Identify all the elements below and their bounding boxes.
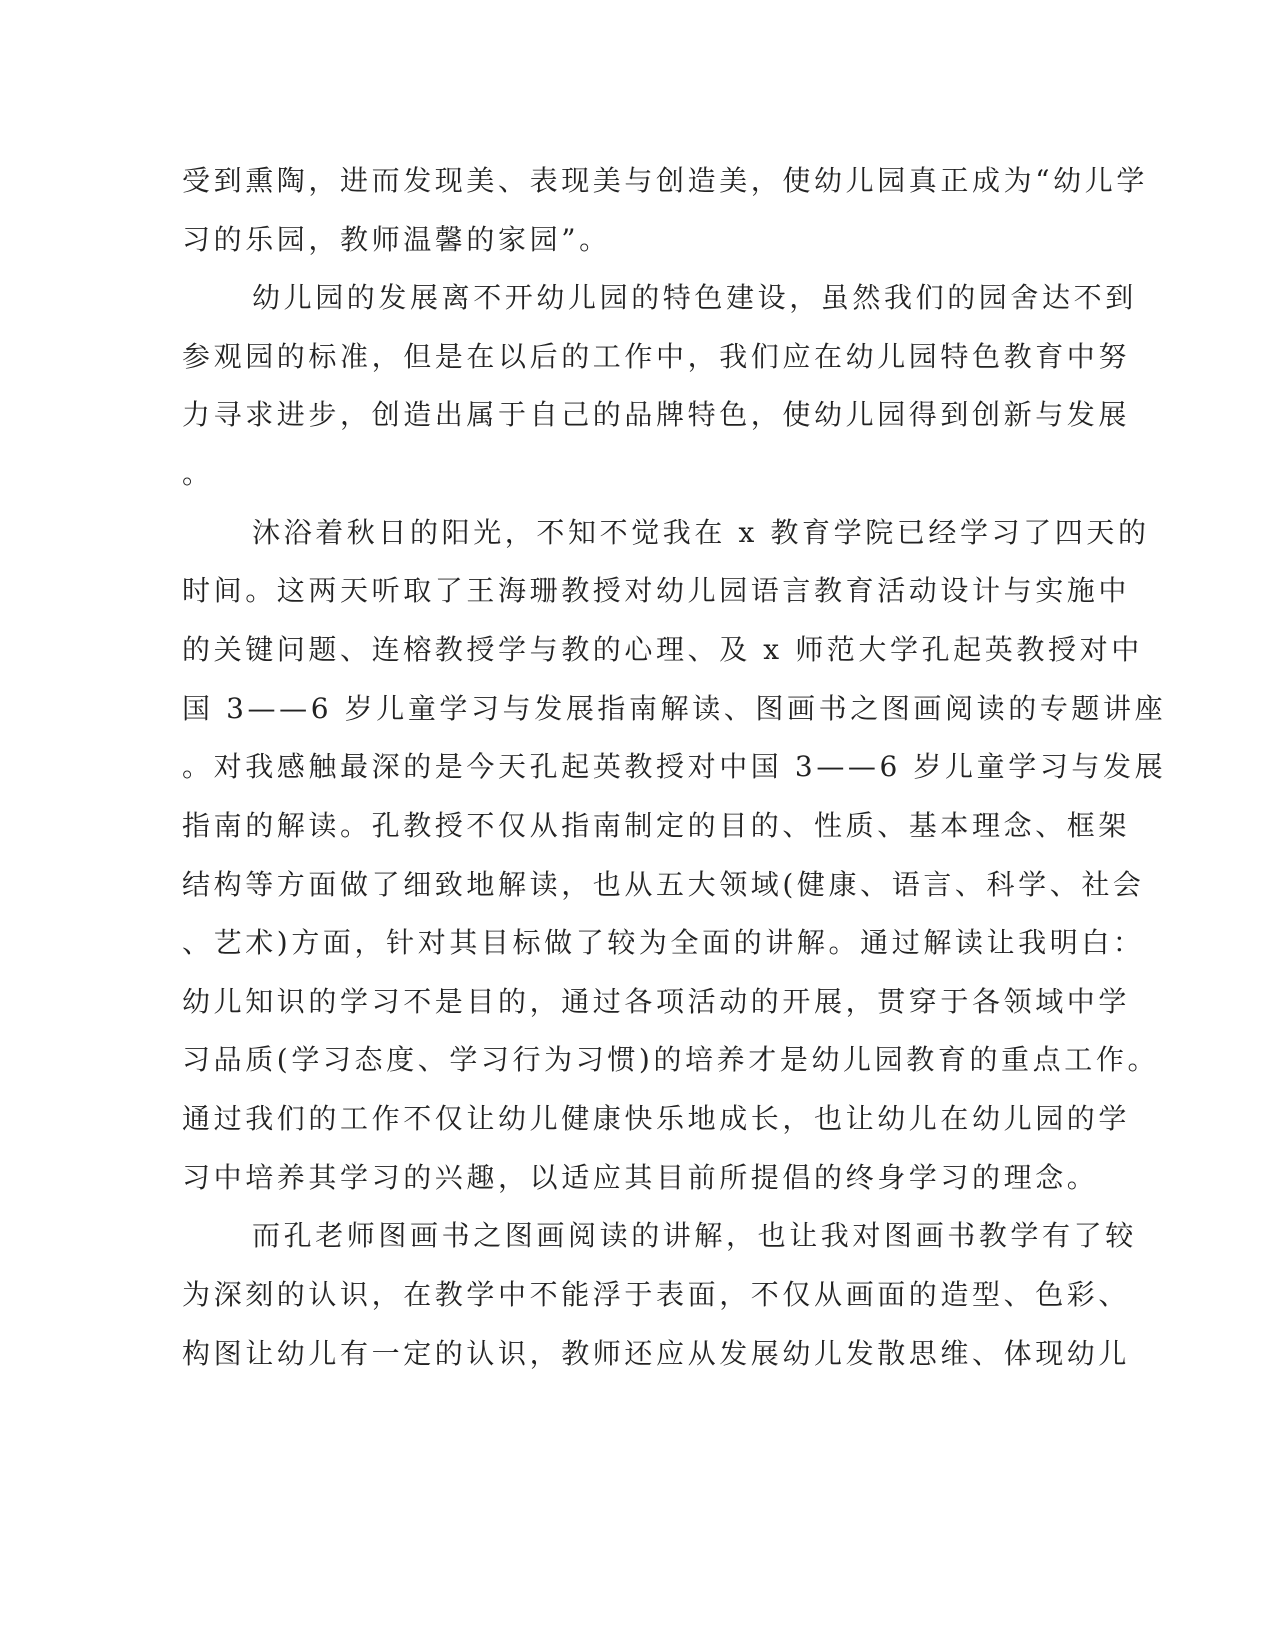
text-line: 构图让幼儿有一定的认识，教师还应从发展幼儿发散思维、体现幼儿 — [182, 1337, 1131, 1370]
text-line: 国 3——6 岁儿童学习与发展指南解读、图画书之图画阅读的专题讲座 — [182, 692, 1167, 725]
text-line: 时间。这两天听取了王海珊教授对幼儿园语言教育活动设计与实施中 — [182, 574, 1131, 607]
paragraph-start-line: 幼儿园的发展离不开幼儿园的特色建设，虽然我们的园舍达不到 — [252, 281, 1137, 314]
text-line: 。 — [182, 457, 214, 490]
text-line: 受到熏陶，进而发现美、表现美与创造美，使幼儿园真正成为“幼儿学 — [182, 164, 1148, 197]
paragraph-start-line: 而孔老师图画书之图画阅读的讲解，也让我对图画书教学有了较 — [252, 1219, 1137, 1252]
text-line: 结构等方面做了细致地解读，也从五大领域(健康、语言、科学、社会 — [182, 868, 1145, 901]
text-line: 的关键问题、连榕教授学与教的心理、及 x 师范大学孔起英教授对中 — [182, 633, 1143, 666]
text-line: 指南的解读。孔教授不仅从指南制定的目的、性质、基本理念、框架 — [182, 809, 1131, 842]
text-line: 习品质(学习态度、学习行为习惯)的培养才是幼儿园教育的重点工作。 — [182, 1043, 1160, 1076]
text-line: 幼儿知识的学习不是目的，通过各项活动的开展，贯穿于各领域中学 — [182, 985, 1131, 1018]
text-line: 力寻求进步，创造出属于自己的品牌特色，使幼儿园得到创新与发展 — [182, 398, 1131, 431]
text-line: 通过我们的工作不仅让幼儿健康快乐地成长，也让幼儿在幼儿园的学 — [182, 1102, 1131, 1135]
text-line: 。对我感触最深的是今天孔起英教授对中国 3——6 岁儿童学习与发展 — [182, 750, 1167, 783]
text-line: 、艺术)方面，针对其目标做了较为全面的讲解。通过解读让我明白： — [182, 926, 1145, 959]
text-line: 习中培养其学习的兴趣，以适应其目前所提倡的终身学习的理念。 — [182, 1161, 1099, 1194]
text-line: 参观园的标准，但是在以后的工作中，我们应在幼儿园特色教育中努 — [182, 340, 1131, 373]
text-line: 习的乐园，教师温馨的家园”。 — [182, 223, 611, 256]
text-line: 为深刻的认识，在教学中不能浮于表面，不仅从画面的造型、色彩、 — [182, 1278, 1131, 1311]
paragraph-start-line: 沐浴着秋日的阳光，不知不觉我在 x 教育学院已经学习了四天的 — [252, 516, 1150, 549]
